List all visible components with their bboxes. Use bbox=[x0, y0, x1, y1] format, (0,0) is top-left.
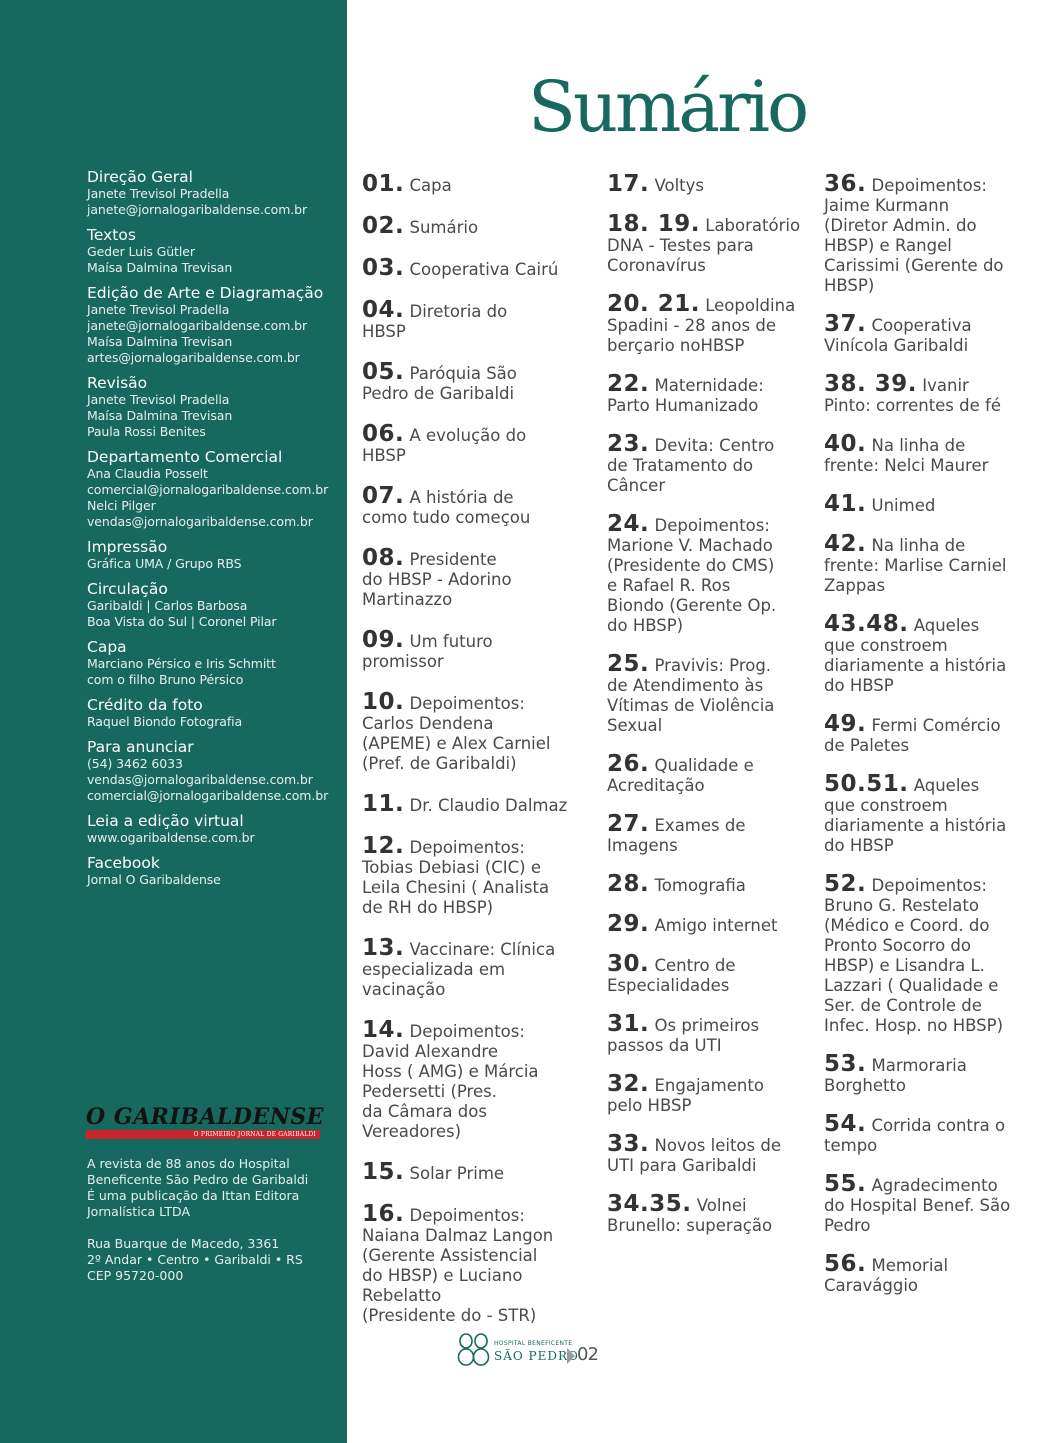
toc-entry-text: Bruno G. Restelato bbox=[824, 896, 979, 915]
toc-entry-text: Na linha de bbox=[871, 536, 966, 555]
credit-block bbox=[87, 448, 343, 530]
toc-entry-text: Brunello: superação bbox=[607, 1216, 773, 1235]
toc-entry bbox=[824, 431, 1054, 476]
toc-entry-text: (Médico e Coord. do bbox=[824, 916, 990, 935]
toc-entry-number: 34.35. bbox=[607, 1191, 692, 1217]
toc-column-2 bbox=[607, 171, 819, 1254]
toc-entry-number: 17. bbox=[607, 171, 650, 197]
credit-line: Maísa Dalmina Trevisan bbox=[87, 334, 233, 349]
toc-entry bbox=[607, 1071, 819, 1116]
toc-entry-text: Capa bbox=[409, 176, 452, 195]
credit-block bbox=[87, 226, 343, 276]
credit-title: Edição de Arte e Diagramação bbox=[87, 284, 324, 302]
toc-entry bbox=[824, 611, 1054, 696]
toc-entry bbox=[824, 171, 1054, 296]
credit-block bbox=[87, 168, 343, 218]
toc-entry-text: DNA - Testes para bbox=[607, 236, 754, 255]
toc-entry bbox=[824, 1251, 1054, 1296]
credit-block bbox=[87, 580, 343, 630]
publication-info bbox=[87, 1156, 343, 1220]
credit-line: Nelci Pilger bbox=[87, 498, 156, 513]
about-line: A revista de 88 anos do Hospital bbox=[87, 1156, 290, 1171]
toc-entry-text: Ivanir bbox=[922, 376, 969, 395]
toc-entry-number: 54. bbox=[824, 1111, 867, 1137]
toc-entry-number: 53. bbox=[824, 1051, 867, 1077]
toc-entry-text: pelo HBSP bbox=[607, 1096, 692, 1115]
toc-entry-text: Engajamento bbox=[654, 1076, 764, 1095]
toc-entry bbox=[362, 1017, 590, 1142]
toc-entry-text: do HBSP bbox=[824, 676, 894, 695]
credit-line: Janete Trevisol Pradella bbox=[87, 302, 230, 317]
toc-entry-text: promissor bbox=[362, 652, 444, 671]
credit-line: (54) 3462 6033 bbox=[87, 756, 183, 771]
toc-entry-text: HBSP bbox=[362, 322, 406, 341]
toc-entry-text: Vítimas de Violência bbox=[607, 696, 775, 715]
toc-entry-number: 30. bbox=[607, 951, 650, 977]
toc-entry-text: Unimed bbox=[871, 496, 936, 515]
toc-entry-text: Sexual bbox=[607, 716, 663, 735]
toc-entry-text: frente: Marlise Carniel bbox=[824, 556, 1007, 575]
toc-entry-text: Amigo internet bbox=[654, 916, 778, 935]
toc-entry-text: de Atendimento às bbox=[607, 676, 764, 695]
toc-entry-text: Aqueles bbox=[913, 616, 980, 635]
toc-entry-text: do HBSP) e Luciano bbox=[362, 1266, 523, 1285]
credit-title: Textos bbox=[87, 226, 136, 244]
toc-entry-number: 28. bbox=[607, 871, 650, 897]
toc-entry-text: diariamente a história bbox=[824, 656, 1007, 675]
toc-entry-text: Acreditação bbox=[607, 776, 705, 795]
toc-entry-text: Depoimentos: bbox=[409, 838, 525, 857]
toc-entry bbox=[824, 1111, 1054, 1156]
credit-block bbox=[87, 284, 343, 366]
toc-entry-number: 09. bbox=[362, 627, 405, 653]
toc-entry bbox=[824, 531, 1054, 596]
toc-entry-text: de RH do HBSP) bbox=[362, 898, 494, 917]
toc-entry bbox=[607, 371, 819, 416]
toc-entry-text: do Hospital Benef. São bbox=[824, 1196, 1011, 1215]
toc-entry-text: (Gerente Assistencial bbox=[362, 1246, 538, 1265]
toc-entry-text: Corrida contra o bbox=[871, 1116, 1006, 1135]
toc-entry bbox=[824, 311, 1054, 356]
toc-entry-text: (Presidente do CMS) bbox=[607, 556, 775, 575]
toc-entry-text: Depoimentos: bbox=[409, 1022, 525, 1041]
toc-entry-number: 32. bbox=[607, 1071, 650, 1097]
toc-entry bbox=[824, 711, 1054, 756]
credit-block bbox=[87, 738, 343, 804]
toc-entry-text: (APEME) e Alex Carniel bbox=[362, 734, 551, 753]
toc-entry-text: Zappas bbox=[824, 576, 886, 595]
credit-line: Raquel Biondo Fotografia bbox=[87, 714, 243, 729]
toc-entry bbox=[607, 871, 819, 897]
credit-line: Paula Rossi Benites bbox=[87, 424, 206, 439]
toc-column-3 bbox=[824, 171, 1054, 1314]
toc-entry-text: Novos leitos de bbox=[654, 1136, 781, 1155]
toc-entry-text: HBSP) e Lisandra L. bbox=[824, 956, 985, 975]
credit-block bbox=[87, 538, 343, 572]
toc-entry-text: Depoimentos: bbox=[871, 876, 987, 895]
page-arrow-icon bbox=[567, 1348, 575, 1364]
credit-title: Impressão bbox=[87, 538, 168, 556]
address-line: Rua Buarque de Macedo, 3361 bbox=[87, 1236, 280, 1251]
toc-entry-text: Carlos Dendena bbox=[362, 714, 494, 733]
address-line: CEP 95720-000 bbox=[87, 1268, 184, 1283]
toc-entry bbox=[824, 771, 1054, 856]
toc-entry bbox=[607, 511, 819, 636]
toc-entry-number: 14. bbox=[362, 1017, 405, 1043]
toc-entry-text: Pinto: correntes de fé bbox=[824, 396, 1001, 415]
credit-line: Jornal O Garibaldense bbox=[87, 872, 221, 887]
toc-entry-number: 11. bbox=[362, 791, 405, 817]
toc-entry-number: 38. 39. bbox=[824, 371, 917, 397]
credit-line: comercial@jornalogaribaldense.com.br bbox=[87, 482, 329, 497]
toc-entry bbox=[607, 171, 819, 197]
toc-entry bbox=[362, 1159, 590, 1185]
toc-entry-text: Rebelatto bbox=[362, 1286, 442, 1305]
credit-line: Garibaldi | Carlos Barbosa bbox=[87, 598, 248, 613]
toc-entry-text: Martinazzo bbox=[362, 590, 453, 609]
toc-entry bbox=[362, 359, 590, 404]
toc-entry bbox=[607, 751, 819, 796]
credit-title: Revisão bbox=[87, 374, 148, 392]
toc-entry bbox=[824, 1051, 1054, 1096]
credit-line: Ana Claudia Posselt bbox=[87, 466, 208, 481]
toc-entry bbox=[362, 421, 590, 466]
toc-entry bbox=[607, 291, 819, 356]
credit-line: Maísa Dalmina Trevisan bbox=[87, 408, 233, 423]
toc-entry-text: Marmoraria bbox=[871, 1056, 967, 1075]
toc-entry bbox=[362, 545, 590, 610]
credit-title: Crédito da foto bbox=[87, 696, 203, 714]
toc-entry-number: 36. bbox=[824, 171, 867, 197]
toc-entry-text: de Tratamento do bbox=[607, 456, 754, 475]
toc-entry-number: 02. bbox=[362, 213, 405, 239]
toc-entry-number: 49. bbox=[824, 711, 867, 737]
toc-entry-text: Borghetto bbox=[824, 1076, 907, 1095]
toc-entry-text: David Alexandre bbox=[362, 1042, 498, 1061]
credit-block bbox=[87, 374, 343, 440]
toc-entry-text: A história de bbox=[409, 488, 514, 507]
toc-entry-text: Centro de bbox=[654, 956, 736, 975]
credit-title: Circulação bbox=[87, 580, 168, 598]
toc-entry-text: Leila Chesini ( Analista bbox=[362, 878, 550, 897]
address-line: 2º Andar • Centro • Garibaldi • RS bbox=[87, 1252, 303, 1267]
about-line: É uma publicação da Ittan Editora bbox=[87, 1188, 300, 1203]
toc-entry bbox=[607, 1191, 819, 1236]
toc-entry-text: Sumário bbox=[409, 218, 479, 237]
toc-entry-number: 10. bbox=[362, 689, 405, 715]
toc-column-1 bbox=[362, 171, 590, 1346]
toc-entry-number: 52. bbox=[824, 871, 867, 897]
toc-entry-text: Paróquia São bbox=[409, 364, 517, 383]
toc-entry-number: 07. bbox=[362, 483, 405, 509]
toc-entry-text: Pedro de Garibaldi bbox=[362, 384, 515, 403]
toc-entry-text: Tobias Debiasi (CIC) e bbox=[362, 858, 542, 877]
toc-entry-text: Infec. Hosp. no HBSP) bbox=[824, 1016, 1004, 1035]
credit-line: artes@jornalogaribaldense.com.br bbox=[87, 350, 300, 365]
toc-entry bbox=[362, 791, 590, 817]
toc-entry-text: Pronto Socorro do bbox=[824, 936, 972, 955]
credit-line: com o filho Bruno Pérsico bbox=[87, 672, 244, 687]
toc-entry bbox=[362, 833, 590, 918]
toc-entry-number: 05. bbox=[362, 359, 405, 385]
credit-block bbox=[87, 638, 343, 688]
toc-entry-text: do HBSP) bbox=[607, 616, 684, 635]
toc-entry-number: 03. bbox=[362, 255, 405, 281]
toc-entry-text: HBSP) bbox=[824, 276, 875, 295]
toc-entry-text: Fermi Comércio bbox=[871, 716, 1001, 735]
toc-entry-number: 23. bbox=[607, 431, 650, 457]
toc-entry-number: 16. bbox=[362, 1201, 405, 1227]
toc-entry bbox=[607, 211, 819, 276]
toc-entry bbox=[824, 491, 1054, 517]
credit-line: Maísa Dalmina Trevisan bbox=[87, 260, 233, 275]
toc-entry-text: Pedersetti (Pres. bbox=[362, 1082, 497, 1101]
credit-title: Capa bbox=[87, 638, 127, 656]
toc-entry-text: Carissimi (Gerente do bbox=[824, 256, 1004, 275]
toc-entry bbox=[362, 483, 590, 528]
toc-entry-number: 43.48. bbox=[824, 611, 909, 637]
toc-entry-text: Depoimentos: bbox=[409, 1206, 525, 1225]
toc-entry-text: Parto Humanizado bbox=[607, 396, 759, 415]
credit-line: vendas@jornalogaribaldense.com.br bbox=[87, 772, 313, 787]
toc-entry-number: 24. bbox=[607, 511, 650, 537]
footer-hospital-name: SÃO PEDRO bbox=[494, 1349, 579, 1363]
toc-entry-text: Pedro bbox=[824, 1216, 871, 1235]
toc-entry-text: da Câmara dos bbox=[362, 1102, 487, 1121]
credit-line: Gráfica UMA / Grupo RBS bbox=[87, 556, 242, 571]
toc-entry-number: 01. bbox=[362, 171, 405, 197]
toc-entry-text: diariamente a história bbox=[824, 816, 1007, 835]
toc-entry-number: 06. bbox=[362, 421, 405, 447]
toc-entry bbox=[362, 297, 590, 342]
toc-entry bbox=[362, 689, 590, 774]
toc-entry-number: 04. bbox=[362, 297, 405, 323]
toc-entry bbox=[362, 213, 590, 239]
credit-title: Departamento Comercial bbox=[87, 448, 283, 466]
footer-hospital-logo bbox=[456, 1330, 616, 1370]
credit-title: Para anunciar bbox=[87, 738, 194, 756]
toc-entry-text: que constroem bbox=[824, 796, 948, 815]
toc-entry bbox=[824, 1171, 1054, 1236]
credits-list bbox=[87, 168, 343, 896]
logo-tagline: O PRIMEIRO JORNAL DE GARIBALDI bbox=[86, 1130, 320, 1139]
toc-entry-text: Pravivis: Prog. bbox=[654, 656, 772, 675]
toc-entry-text: Vinícola Garibaldi bbox=[824, 336, 969, 355]
credit-title: Leia a edição virtual bbox=[87, 812, 244, 830]
toc-entry-text: Qualidade e bbox=[654, 756, 754, 775]
credit-line: Janete Trevisol Pradella bbox=[87, 392, 230, 407]
toc-entry-number: 18. 19. bbox=[607, 211, 700, 237]
toc-entry bbox=[824, 371, 1054, 416]
toc-entry-text: especializada em bbox=[362, 960, 506, 979]
toc-entry bbox=[362, 171, 590, 197]
toc-entry bbox=[607, 811, 819, 856]
page-title: Sumário bbox=[528, 66, 807, 148]
toc-entry-text: Depoimentos: bbox=[409, 694, 525, 713]
toc-entry bbox=[607, 651, 819, 736]
toc-entry bbox=[607, 911, 819, 937]
credit-block bbox=[87, 854, 343, 888]
credit-title: Facebook bbox=[87, 854, 160, 872]
toc-entry-number: 55. bbox=[824, 1171, 867, 1197]
toc-entry-text: Na linha de bbox=[871, 436, 966, 455]
toc-entry-text: Ser. de Controle de bbox=[824, 996, 982, 1015]
toc-entry-text: Biondo (Gerente Op. bbox=[607, 596, 777, 615]
toc-entry-text: Solar Prime bbox=[409, 1164, 505, 1183]
toc-entry-number: 26. bbox=[607, 751, 650, 777]
toc-entry-text: Os primeiros bbox=[654, 1016, 760, 1035]
address bbox=[87, 1236, 343, 1284]
hospital-88-icon bbox=[456, 1330, 492, 1370]
credits-sidebar bbox=[0, 0, 347, 1443]
credit-line: janete@jornalogaribaldense.com.br bbox=[87, 202, 308, 217]
toc-entry-text: (Diretor Admin. do bbox=[824, 216, 977, 235]
toc-entry-text: A evolução do bbox=[409, 426, 527, 445]
credit-block bbox=[87, 812, 343, 846]
toc-entry bbox=[824, 871, 1054, 1036]
credit-block bbox=[87, 696, 343, 730]
credit-line: Boa Vista do Sul | Coronel Pilar bbox=[87, 614, 277, 629]
toc-entry-number: 42. bbox=[824, 531, 867, 557]
credit-line: Janete Trevisol Pradella bbox=[87, 186, 230, 201]
toc-entry-number: 31. bbox=[607, 1011, 650, 1037]
about-line: Jornalística LTDA bbox=[87, 1204, 191, 1219]
toc-entry-text: (Pref. de Garibaldi) bbox=[362, 754, 517, 773]
toc-entry-number: 50.51. bbox=[824, 771, 909, 797]
toc-entry-text: HBSP bbox=[362, 446, 406, 465]
toc-entry-number: 15. bbox=[362, 1159, 405, 1185]
toc-entry-text: Leopoldina bbox=[705, 296, 796, 315]
toc-entry-number: 13. bbox=[362, 935, 405, 961]
toc-entry-number: 56. bbox=[824, 1251, 867, 1277]
toc-entry-text: Um futuro bbox=[409, 632, 493, 651]
o-garibaldense-logo bbox=[86, 1104, 324, 1139]
toc-entry-text: Hoss ( AMG) e Márcia bbox=[362, 1062, 539, 1081]
toc-entry-text: e Rafael R. Ros bbox=[607, 576, 731, 595]
toc-entry bbox=[607, 1131, 819, 1176]
toc-entry-text: Diretoria do bbox=[409, 302, 508, 321]
toc-entry-text: Laboratório bbox=[705, 216, 801, 235]
toc-entry-text: Vereadores) bbox=[362, 1122, 462, 1141]
page-number: 02 bbox=[577, 1344, 598, 1365]
toc-entry-text: de Paletes bbox=[824, 736, 910, 755]
toc-entry-text: Presidente bbox=[409, 550, 497, 569]
toc-entry-text: Devita: Centro bbox=[654, 436, 775, 455]
toc-entry-text: HBSP) e Rangel bbox=[824, 236, 952, 255]
toc-entry-text: Aqueles bbox=[913, 776, 980, 795]
credit-line: www.ogaribaldense.com.br bbox=[87, 830, 255, 845]
toc-entry-text: Câncer bbox=[607, 476, 666, 495]
toc-entry-number: 20. 21. bbox=[607, 291, 700, 317]
toc-entry-number: 27. bbox=[607, 811, 650, 837]
toc-entry-text: Exames de bbox=[654, 816, 746, 835]
toc-entry-text: berçario noHBSP bbox=[607, 336, 745, 355]
toc-entry-text: Depoimentos: bbox=[654, 516, 770, 535]
toc-entry-text: vacinação bbox=[362, 980, 446, 999]
toc-entry-text: como tudo começou bbox=[362, 508, 531, 527]
toc-entry-text: Naiana Dalmaz Langon bbox=[362, 1226, 554, 1245]
toc-entry-text: UTI para Garibaldi bbox=[607, 1156, 757, 1175]
toc-entry-text: Agradecimento bbox=[871, 1176, 998, 1195]
toc-entry-text: Cooperativa bbox=[871, 316, 972, 335]
toc-entry-number: 37. bbox=[824, 311, 867, 337]
toc-entry-text: Caravággio bbox=[824, 1276, 919, 1295]
toc-entry-text: (Presidente do - STR) bbox=[362, 1306, 537, 1325]
toc-entry-text: Lazzari ( Qualidade e bbox=[824, 976, 999, 995]
toc-entry-number: 08. bbox=[362, 545, 405, 571]
credit-line: janete@jornalogaribaldense.com.br bbox=[87, 318, 308, 333]
toc-entry bbox=[607, 431, 819, 496]
toc-entry-text: Depoimentos: bbox=[871, 176, 987, 195]
toc-entry-text: Maternidade: bbox=[654, 376, 764, 395]
toc-entry bbox=[362, 1201, 590, 1326]
toc-entry-text: frente: Nelci Maurer bbox=[824, 456, 989, 475]
toc-entry-text: Imagens bbox=[607, 836, 678, 855]
toc-entry-text: passos da UTI bbox=[607, 1036, 722, 1055]
toc-entry-number: 29. bbox=[607, 911, 650, 937]
credit-line: Marciano Pérsico e Iris Schmitt bbox=[87, 656, 276, 671]
toc-entry-number: 41. bbox=[824, 491, 867, 517]
toc-entry bbox=[362, 935, 590, 1000]
logo-name: O GARIBALDENSE bbox=[86, 1104, 324, 1130]
toc-entry-text: Marione V. Machado bbox=[607, 536, 773, 555]
toc-entry-text: Volnei bbox=[696, 1196, 747, 1215]
toc-entry-text: tempo bbox=[824, 1136, 878, 1155]
toc-entry bbox=[362, 255, 590, 281]
toc-entry-text: Tomografia bbox=[654, 876, 746, 895]
toc-entry-number: 33. bbox=[607, 1131, 650, 1157]
toc-entry-text: do HBSP - Adorino bbox=[362, 570, 512, 589]
toc-entry-text: Memorial bbox=[871, 1256, 949, 1275]
toc-entry-number: 25. bbox=[607, 651, 650, 677]
about-line: Beneficente São Pedro de Garibaldi bbox=[87, 1172, 309, 1187]
credit-line: comercial@jornalogaribaldense.com.br bbox=[87, 788, 329, 803]
toc-entry bbox=[607, 1011, 819, 1056]
toc-entry-text: Cooperativa Cairú bbox=[409, 260, 559, 279]
credit-line: vendas@jornalogaribaldense.com.br bbox=[87, 514, 313, 529]
toc-entry-text: do HBSP bbox=[824, 836, 894, 855]
credit-line: Geder Luis Gütler bbox=[87, 244, 195, 259]
toc-entry-text: Vaccinare: Clínica bbox=[409, 940, 556, 959]
toc-entry-text: Dr. Claudio Dalmaz bbox=[409, 796, 568, 815]
toc-entry bbox=[607, 951, 819, 996]
toc-entry-text: Especialidades bbox=[607, 976, 730, 995]
toc-entry-text: Jaime Kurmann bbox=[824, 196, 950, 215]
toc-entry-number: 40. bbox=[824, 431, 867, 457]
toc-entry-text: Voltys bbox=[654, 176, 705, 195]
toc-entry-text: Spadini - 28 anos de bbox=[607, 316, 776, 335]
toc-entry-text: Coronavírus bbox=[607, 256, 706, 275]
toc-entry bbox=[362, 627, 590, 672]
footer-small-text: HOSPITAL BENEFICENTE bbox=[494, 1340, 573, 1347]
toc-entry-number: 12. bbox=[362, 833, 405, 859]
credit-title: Direção Geral bbox=[87, 168, 193, 186]
toc-entry-text: que constroem bbox=[824, 636, 948, 655]
toc-entry-number: 22. bbox=[607, 371, 650, 397]
